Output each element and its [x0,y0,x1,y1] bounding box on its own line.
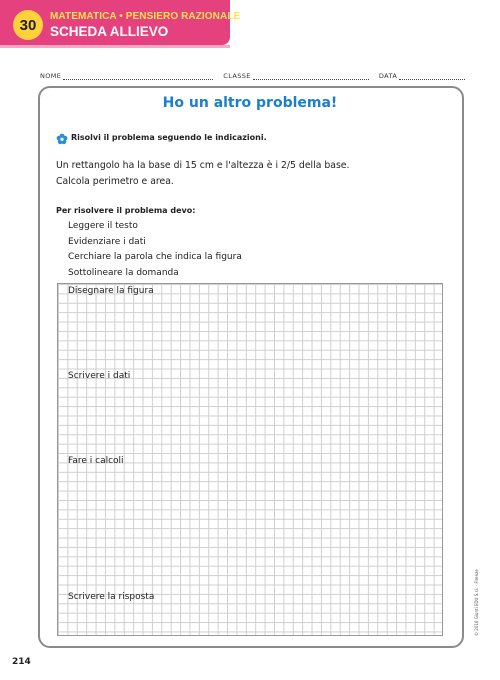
step-item: Sottolineare la domanda [68,268,179,278]
step-item: Evidenziare i dati [68,237,146,247]
steps-heading: Per risolvere il problema devo: [56,206,196,215]
student-info-row [40,68,465,80]
worksheet-title: Ho un altro problema! [162,95,338,111]
grid-label: Disegnare la figura [68,286,154,296]
nome-field[interactable] [63,73,213,80]
problem-text-line: Calcola perimetro e area. [56,176,174,187]
grid-label: Fare i calcoli [68,456,124,466]
instruction-text: Risolvi il problema seguendo le indicazioni. [71,133,267,142]
flower-icon [56,133,68,145]
grid-label: Scrivere la risposta [68,592,155,602]
nome-label: NOME [40,72,62,80]
data-field[interactable] [399,73,465,80]
copyright-note: © 2016 Giunti EDU S.r.l. - Firenze [474,569,479,636]
classe-label: CLASSE [223,72,251,80]
sheet-number-badge: 30 [13,10,43,40]
page-number: 214 [12,657,31,667]
problem-text-line: Un rettangolo ha la base di 15 cm e l'altezza è i 2/5 della base. [56,160,350,171]
header-subject: MATEMATICA • PENSIERO RAZIONALE [50,11,241,22]
grid-label: Scrivere i dati [68,371,131,381]
step-item: Leggere il testo [68,221,138,231]
header-stripe [0,45,230,48]
data-label: DATA [378,72,398,80]
step-item: Cerchiare la parola che indica la figura [68,252,242,262]
classe-field[interactable] [253,73,369,80]
header-title: SCHEDA ALLIEVO [50,24,169,39]
